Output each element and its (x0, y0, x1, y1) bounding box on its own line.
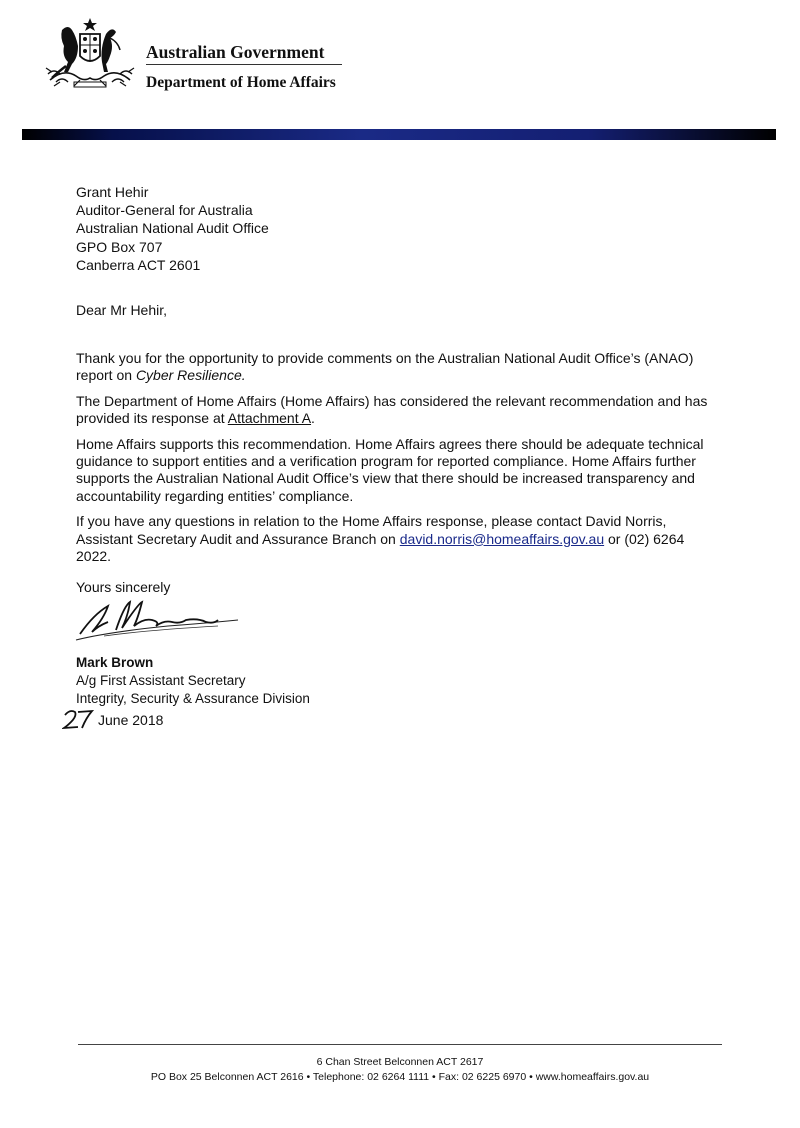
department-title: Department of Home Affairs (146, 74, 336, 91)
email-link[interactable]: david.norris@homeaffairs.gov.au (399, 530, 605, 547)
signatory-title: A/g First Assistant Secretary (76, 672, 246, 688)
signature-icon (68, 596, 246, 648)
recipient-line: Auditor-General for Australia (76, 202, 253, 219)
paragraph-4: If you have any questions in relation to the Home Affairs response, please contact David Norris, Assistant Secretary Audit and Assurance Branch on david.norris@homeaffairs.gov.au or (02) 6264 2022. (76, 513, 685, 565)
signatory-name: Mark Brown (76, 655, 154, 670)
paragraph-3: Home Affairs supports this recommendation. Home Affairs agrees there should be adequate technical guidance to support entities and a verification program for reported compliance. Home Affairs further supports the Australian National Audit Office’s view that there should be increased transparency and accountability regarding entities’ compliance. (76, 435, 704, 504)
header-bar (22, 129, 776, 140)
recipient-line: GPO Box 707 (76, 238, 163, 255)
coat-of-arms-icon (44, 16, 136, 92)
attachment-link[interactable]: Attachment A (227, 410, 312, 427)
closing: Yours sincerely (76, 579, 171, 595)
date-text: June 2018 (98, 712, 164, 728)
footer-street-address: 6 Chan Street Belconnen ACT 2617 (316, 1056, 484, 1068)
government-title: Australian Government (146, 42, 325, 62)
salutation: Dear Mr Hehir, (76, 302, 168, 318)
letter-body (76, 350, 716, 573)
report-title: Cyber Resilience. (135, 367, 246, 384)
paragraph-1: Thank you for the opportunity to provide comments on the Australian National Audit Office’s (ANAO) report on Cyber Resilience. (76, 350, 694, 384)
signatory-division: Integrity, Security & Assurance Division (76, 690, 310, 706)
handwritten-day-icon (62, 706, 102, 730)
recipient-line: Canberra ACT 2601 (76, 256, 201, 273)
paragraph-2: The Department of Home Affairs (Home Affairs) has considered the relevant recommendation and has provided its response at Attachment A. (76, 392, 708, 427)
footer-contact: PO Box 25 Belconnen ACT 2616 • Telephone: 02 6264 1111 • Fax: 02 6225 6970 • www.homeaffairs.gov.au (150, 1071, 650, 1083)
recipient-address (76, 183, 269, 274)
recipient-line: Grant Hehir (76, 184, 149, 200)
footer-divider (78, 1044, 722, 1045)
signature-block (76, 654, 310, 707)
header-divider (146, 64, 342, 65)
recipient-line: Australian National Audit Office (76, 220, 269, 237)
